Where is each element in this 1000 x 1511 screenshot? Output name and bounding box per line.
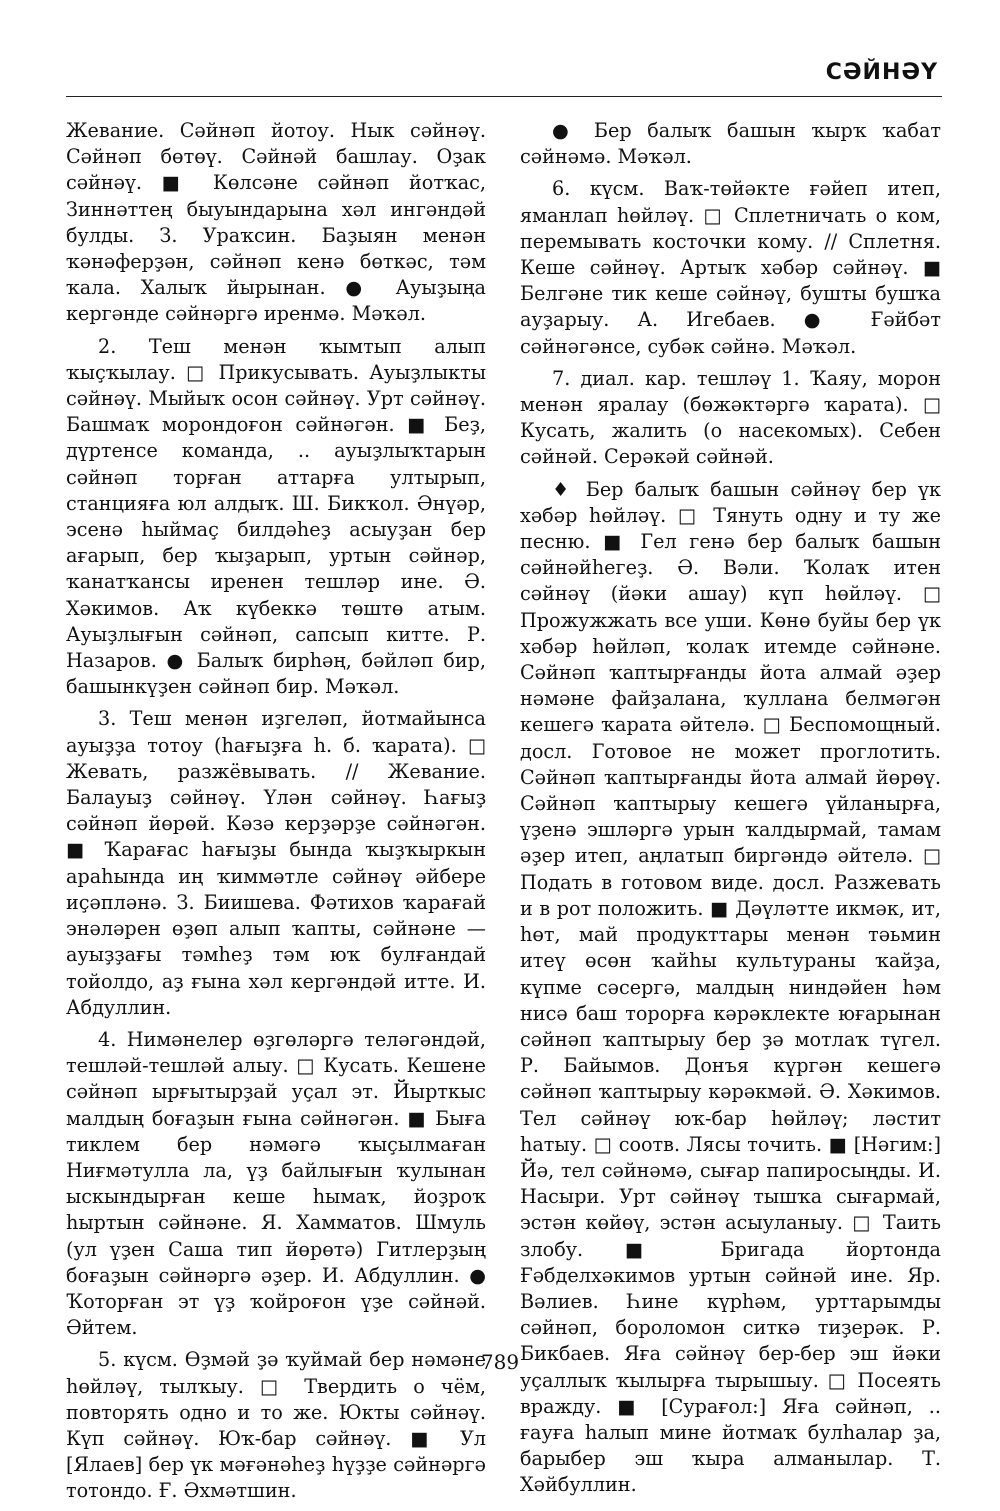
entry-paragraph: ♦ Бер балыҡ башын сәйнәү бер үк хәбәр һөйләү. □ Тянуть одну и ту же песню. ■ Гел генә бер балыҡ башын сәйнәйһегеҙ. Ә. Вәли. Ҡолаҡ итен сәйнәү (йәки ашау) күп һөйләү. □ Прожужжать все уши. Көнө буйы бер үк хәбәр һөйләп, ҡолаҡ итемде сәйнәне. Сәйнәп ҡаптырғанды йота алмай әҙер нәмәне файҙалана, ҡуллана белмәгән кешегә ҡарата әйтелә. □ Беспомощный. досл. Готовое не может проглотить. Сәйнәп ҡаптырғанды йота алмай йөрөү. Сәйнәп ҡаптырыу кешегә үйланырға, үҙенә эшләргә урын ҡалдырмай, тамам әҙер итеп, аңлатып биргәндә әйтелә. □ Подать в готовом виде. досл. Разжевать и в рот положить. ■ Дәүләтте икмәк, ит, һөт, май продукттары менән тәьмин итеү өсөн ҡайһы культураны ҡайҙа, күпме сәсергә, малдың ниндәйен һәм нисә баш торорға кәрәклекте юғарынан сәйнәп ҡаптырыу бер ҙә мотлаҡ түгел. Р. Байымов. Донъя күргән кешегә сәйнәп ҡаптырыу кәрәкмәй. Ә. Хәкимов. Тел сәйнәү юҡ-бар һөйләү; ләстит һатыу. □ соотв. Лясы точить. ■ [Нәгим:] Йә, тел сәйнәмә, сығар папиросыңды. И. Насыри. Урт сәйнәү тышҡа сығармай, эстән көйөү, эстән асыуланыу. □ Таить злобу. ■ Бригада йортонда Ғәбделхәкимов уртын сәйнәй ине. Яр. Вәлиев. Һине күрһәм, урттарымды сәйнәп, бороломон ситкә тиҙерәк. Р. Бикбаев. Яға сәйнәү бер-бер эш йәки уҫаллыҡ ҡылырға тырышыу. □ Посеять вражду. ■ [Сурағол:] Яға сәйнәп, .. ғауға һалып мине йотмаҡ булһалар ҙа, барыбер эш ҡыра алманылар. Т. Хәйбуллин.	[520, 477, 941, 1497]
page-number: 789	[480, 1350, 520, 1374]
entry-paragraph: Жевание. Сәйнәп йотоу. Нык сәйнәү. Сәйнәп бөтөү. Сәйнәй башлау. Оҙак сәйнәү. ■ Көлсәне сәйнәп йотҡас, Зиннәттең быуындарына хәл ингәндәй булды. З. Ураҡсин. Баҙыян менән ҡәнәферҙән, сәйнәп кенә бөткәс, тәм ҡала. Халыҡ йырынан. ● Ауыҙыңа кергәнде сәйнәргә иренмә. Мәҡәл.	[66, 119, 486, 326]
right-column	[520, 118, 941, 1505]
entry-paragraph: 5. күсм. Өҙмәй ҙә ҡуймай бер нәмәне һөйләү, тылҡыу. □ Твердить о чём, повторять одно и то же. Юкты сәйнәү. Күп сәйнәү. Юҡ-бар сәйнәү. ■ Ул [Ялаев] бер үк мәғәнәһеҙ һүҙҙе сәйнәргә тотондо. Ғ. Әхмәтшин.	[66, 1348, 486, 1503]
entry-paragraph: 4. Нимәнелер өҙгөләргә теләгәндәй, тешләй-тешләй алыу. □ Кусать. Кешене сәйнәп ырғытырҙай уҫал эт. Йырткыс малдың боғаҙын ғына сәйнәгән. ■ Быға тиклем бер нәмәгә ҡыҫылмаған Ниғмәтулла ла, үҙ байлығын ҡулынан ыскындырған кеше һымаҡ, йоҙроҡ һыртын сәйнәне. Я. Хамматов. Шмуль (ул үҙен Саша тип йөрөтә) Гитлерҙың боғаҙын сәйнәргә әҙер. И. Абдуллин. ● Ҡоторған эт үҙ ҡойроғон үҙе сәйнәй. Әйтем.	[66, 1027, 486, 1340]
left-column	[66, 118, 486, 1511]
page-header	[66, 58, 942, 97]
entry-paragraph: ● Бер балыҡ башын ҡырҡ ҡабат сәйнәмә. Мәҡәл.	[520, 119, 941, 169]
entry-paragraph: 3. Теш менән иҙгеләп, йотмайынса ауыҙҙа тотоу (һағыҙға һ. б. ҡарата). □ Жевать, разжёвывать. // Жевание. Балауыҙ сәйнәү. Үлән сәйнәү. Һағыҙ сәйнәп йөрөй. Кәзә керҙәрҙе сәйнәгән. ■ Ҡарағас һағыҙы бында ҡыҙҡыркын араһында иң ҡиммәтле сәйнәү әйбере иҫәпләнә. З. Биишева. Фәтихов ҡарағай энәләрен өҙөп алып ҡапты, сәйнәне — ауыҙҙағы тәмһеҙ тәм юҡ булғандай тойолдо, аҙ ғына хәл кергәндәй итте. И. Абдуллин.	[66, 707, 486, 1019]
running-head: СӘЙНӘҮ	[825, 60, 938, 85]
entry-paragraph: 2. Теш менән ҡымтып алып ҡыҫҡылау. □ Прикусывать. Ауыҙлыкты сәйнәү. Мыйыҡ осон сәйнәү. Урт сәйнәү. Башмаҡ морондоғон сәйнәгән. ■ Беҙ, дүртенсе команда, .. ауыҙлыҡтарын сәйнәп торған аттарға ултырып, станцияға юл алдыҡ. Ш. Бикҡол. Әнүәр, эсенә һыймаҫ билдәһеҙ асыуҙан бер ағарып, бер ҡыҙарып, уртын сәйнәр, ҡанатҡансы иренен тешләр ине. Ә. Хәкимов. Аҡ күбеккә төштө атым. Ауыҙлығын сәйнәп, сапсып китте. Р. Назаров. ● Балыҡ бирһәң, бәйләп бир, башынкүҙен сәйнәп бир. Мәҡәл.	[66, 334, 486, 699]
entry-paragraph: 6. күсм. Ваҡ-төйәкте ғәйеп итеп, яманлап һөйләү. □ Сплетничать о ком, перемывать косточки кому. // Сплетня. Кеше сәйнәү. Артыҡ хәбәр сәйнәү. ■ Белгәне тик кеше сәйнәү, бушты бушҡа ауҙарыу. А. Игебаев. ● Ғәйбәт сәйнәгәнсе, субәк сәйнә. Мәҡәл.	[520, 177, 941, 358]
entry-paragraph: 7. диал. кар. тешләү 1. Ҡаяу, морон менән яралау (бөжәктәргә ҡарата). □ Кусать, жалить (о насекомых). Себен сәйнәй. Серәкәй сәйнәй.	[520, 366, 941, 469]
